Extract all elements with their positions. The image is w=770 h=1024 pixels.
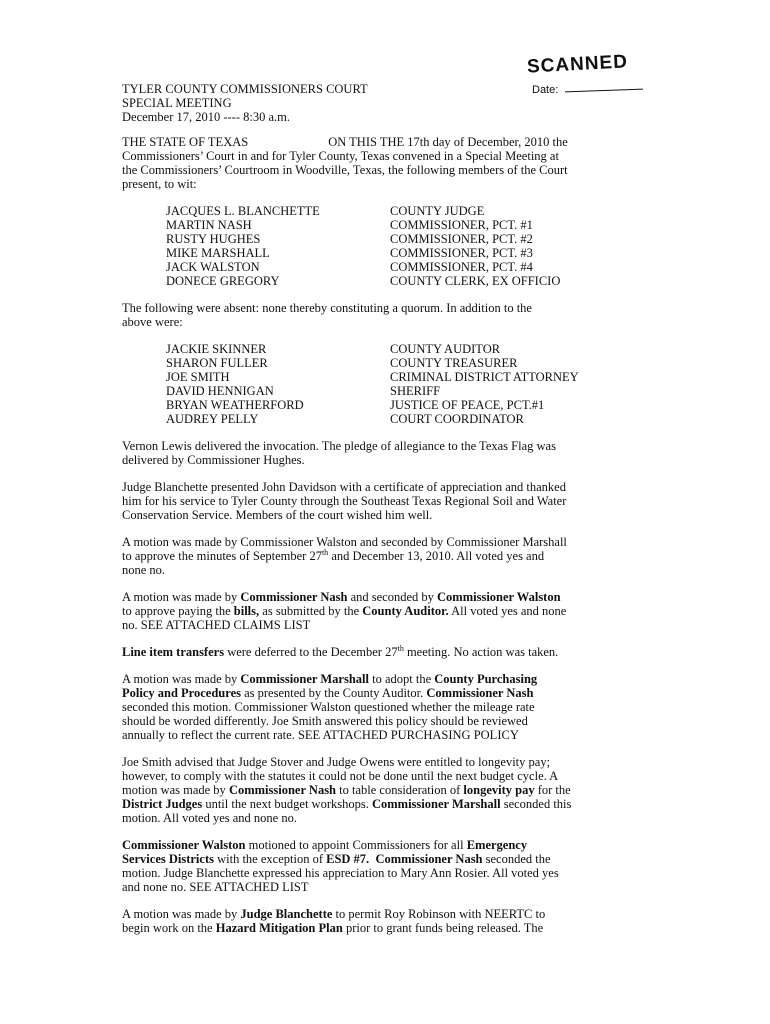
document-body xyxy=(122,135,662,948)
intro-date-text: ON THIS THE 17th day of December, 2010 the xyxy=(328,135,568,149)
esd-bold: Commissioner Nash xyxy=(375,852,483,866)
bills-text: All voted yes and none xyxy=(448,604,567,618)
absent-line-1: The following were absent: none thereby constituting a quorum. In addition to the xyxy=(122,301,532,315)
official-title: JUSTICE OF PEACE, PCT.#1 xyxy=(390,398,545,412)
hazard-line-2 xyxy=(122,921,662,935)
minutes-line-2 xyxy=(122,549,662,563)
minutes-paragraph xyxy=(122,535,662,577)
esd-line-4: and none no. SEE ATTACHED LIST xyxy=(122,880,309,894)
member-name: MIKE MARSHALL xyxy=(166,246,270,260)
official-name: BRYAN WEATHERFORD xyxy=(166,398,304,412)
intro-line-2: Commissioners’ Court in and for Tyler County, Texas convened in a Special Meeting at xyxy=(122,149,559,163)
davidson-line-3: Conservation Service. Members of the court wished him well. xyxy=(122,508,433,522)
intro-line-4: present, to wit: xyxy=(122,177,197,191)
transfers-paragraph xyxy=(122,645,662,659)
member-title: COMMISSIONER, PCT. #3 xyxy=(390,246,533,260)
bills-text: as submitted by the xyxy=(259,604,363,618)
bills-bold: Commissioner Walston xyxy=(437,590,561,604)
longevity-text: for the xyxy=(534,783,571,797)
purchasing-line-1 xyxy=(122,672,662,686)
stamp-date-label: Date: xyxy=(532,84,559,96)
bills-line-2 xyxy=(122,604,662,618)
member-title: COUNTY JUDGE xyxy=(390,204,485,218)
header-court: TYLER COUNTY COMMISSIONERS COURT xyxy=(122,82,368,96)
bills-text: A motion was made by xyxy=(122,590,241,604)
esd-text: seconded the xyxy=(482,852,551,866)
hazard-bold: Hazard Mitigation Plan xyxy=(215,921,343,935)
member-title: COMMISSIONER, PCT. #4 xyxy=(390,260,533,274)
hazard-paragraph xyxy=(122,907,662,935)
bills-paragraph xyxy=(122,590,662,632)
minutes-text: to approve the minutes of September 27 xyxy=(122,549,322,563)
table-row xyxy=(166,204,560,218)
esd-bold: Commissioner Walston xyxy=(122,838,246,852)
absent-line-2: above were: xyxy=(122,315,183,329)
intro-line-3: the Commissioners’ Courtroom in Woodville, Texas, the following members of the Court xyxy=(122,163,568,177)
transfers-line xyxy=(122,645,662,659)
table-row xyxy=(166,260,560,274)
table-row xyxy=(166,412,579,426)
esd-paragraph xyxy=(122,838,662,894)
member-name: RUSTY HUGHES xyxy=(166,232,261,246)
esd-line-3: motion. Judge Blanchette expressed his appreciation to Mary Ann Rosier. All voted yes xyxy=(122,866,559,880)
hazard-line-1 xyxy=(122,907,662,921)
esd-line-1 xyxy=(122,838,662,852)
longevity-bold: District Judges xyxy=(122,797,203,811)
purchasing-line-3: seconded this motion. Commissioner Walston questioned whether the mileage rate xyxy=(122,700,535,714)
member-name: JACQUES L. BLANCHETTE xyxy=(166,204,320,218)
purchasing-text: to adopt the xyxy=(368,672,435,686)
state-heading: THE STATE OF TEXAS xyxy=(122,135,249,149)
longevity-bold: Commissioner Nash xyxy=(228,783,337,797)
purchasing-line-2 xyxy=(122,686,662,700)
bills-bold: Commissioner Nash xyxy=(240,590,348,604)
esd-bold: Services Districts xyxy=(122,852,214,866)
ordinal-suffix: th xyxy=(397,643,404,653)
bills-line-1 xyxy=(122,590,662,604)
transfers-bold: Line item transfers xyxy=(122,645,225,659)
bills-text: to approve paying the xyxy=(122,604,234,618)
member-title: COMMISSIONER, PCT. #2 xyxy=(390,232,533,246)
davidson-line-1: Judge Blanchette presented John Davidson with a certificate of appreciation and thanked xyxy=(122,480,566,494)
table-row xyxy=(166,232,560,246)
header-date-time: December 17, 2010 ---- 8:30 a.m. xyxy=(122,110,290,124)
minutes-line-3: none no. xyxy=(122,563,166,577)
intro-line-1 xyxy=(122,135,662,149)
hazard-text: prior to grant funds being released. The xyxy=(342,921,544,935)
table-row xyxy=(166,342,579,356)
table-row xyxy=(166,356,579,370)
official-name: DAVID HENNIGAN xyxy=(166,384,274,398)
bills-bold: bills, xyxy=(233,604,260,618)
esd-text: motioned to appoint Commissioners for all xyxy=(245,838,467,852)
purchasing-bold: Policy and Procedures xyxy=(122,686,241,700)
table-row xyxy=(166,246,560,260)
longevity-text: until the next budget workshops. xyxy=(202,797,372,811)
official-title: COUNTY TREASURER xyxy=(390,356,518,370)
member-name: JACK WALSTON xyxy=(166,260,260,274)
bills-text: and seconded by xyxy=(347,590,438,604)
longevity-line-4 xyxy=(122,797,662,811)
document-header xyxy=(122,82,368,124)
longevity-line-3 xyxy=(122,783,662,797)
table-row xyxy=(166,370,579,384)
members-present-table xyxy=(166,204,560,288)
member-title: COUNTY CLERK, EX OFFICIO xyxy=(390,274,561,288)
hazard-bold: Judge Blanchette xyxy=(240,907,333,921)
longevity-bold: longevity pay xyxy=(463,783,535,797)
table-row xyxy=(166,398,579,412)
purchasing-bold: Commissioner Marshall xyxy=(240,672,369,686)
esd-text: with the exception of xyxy=(213,852,327,866)
davidson-line-2: him for his service to Tyler County through the Southeast Texas Regional Soil and Water xyxy=(122,494,567,508)
purchasing-paragraph xyxy=(122,672,662,742)
esd-bold: Emergency xyxy=(466,838,528,852)
absent-paragraph xyxy=(122,301,662,329)
davidson-paragraph xyxy=(122,480,662,522)
longevity-text: motion was made by xyxy=(122,783,229,797)
hazard-text: begin work on the xyxy=(122,921,216,935)
official-title: COURT COORDINATOR xyxy=(390,412,524,426)
header-meeting-type: SPECIAL MEETING xyxy=(122,96,232,110)
table-row xyxy=(166,218,560,232)
invocation-line-1: Vernon Lewis delivered the invocation. The pledge of allegiance to the Texas Flag was xyxy=(122,439,556,453)
purchasing-line-5: annually to reflect the current rate. SEE ATTACHED PURCHASING POLICY xyxy=(122,728,519,742)
official-title: COUNTY AUDITOR xyxy=(390,342,501,356)
member-name: MARTIN NASH xyxy=(166,218,252,232)
purchasing-bold: Commissioner Nash xyxy=(426,686,534,700)
scanned-stamp: SCANNED xyxy=(526,51,629,78)
invocation-line-2: delivered by Commissioner Hughes. xyxy=(122,453,305,467)
official-name: SHARON FULLER xyxy=(166,356,268,370)
longevity-line-1: Joe Smith advised that Judge Stover and Judge Owens were entitled to longevity pay; xyxy=(122,755,551,769)
longevity-text: to table consideration of xyxy=(336,783,464,797)
longevity-text: seconded this xyxy=(500,797,572,811)
purchasing-text: as presented by the County Auditor. xyxy=(240,686,427,700)
official-title: CRIMINAL DISTRICT ATTORNEY xyxy=(390,370,579,384)
ordinal-suffix: th xyxy=(321,547,329,557)
official-name: JOE SMITH xyxy=(166,370,230,384)
official-title: SHERIFF xyxy=(390,384,441,398)
esd-line-2 xyxy=(122,852,662,866)
hazard-text: to permit Roy Robinson with NEERTC to xyxy=(332,907,546,921)
table-row xyxy=(166,274,560,288)
longevity-paragraph xyxy=(122,755,662,825)
purchasing-text: A motion was made by xyxy=(122,672,241,686)
transfers-text: meeting. No action was taken. xyxy=(403,645,559,659)
minutes-line-1: A motion was made by Commissioner Walston and seconded by Commissioner Marshall xyxy=(122,535,567,549)
table-row xyxy=(166,384,579,398)
minutes-text: and December 13, 2010. All voted yes and xyxy=(328,549,545,563)
member-name: DONECE GREGORY xyxy=(166,274,280,288)
esd-bold: ESD #7. xyxy=(326,852,370,866)
purchasing-line-4: should be worded differently. Joe Smith answered this policy should be reviewed xyxy=(122,714,528,728)
member-title: COMMISSIONER, PCT. #1 xyxy=(390,218,533,232)
transfers-text: were deferred to the December 27 xyxy=(224,645,398,659)
official-name: JACKIE SKINNER xyxy=(166,342,267,356)
bills-line-3: no. SEE ATTACHED CLAIMS LIST xyxy=(122,618,311,632)
hazard-text: A motion was made by xyxy=(122,907,241,921)
others-present-table xyxy=(166,342,579,426)
intro-paragraph xyxy=(122,135,662,191)
purchasing-bold: County Purchasing xyxy=(434,672,538,686)
longevity-line-2: however, to comply with the statutes it could not be done until the next budget cycle. A xyxy=(122,769,559,783)
longevity-bold: Commissioner Marshall xyxy=(371,797,501,811)
invocation-paragraph xyxy=(122,439,662,467)
bills-bold: County Auditor. xyxy=(362,604,449,618)
official-name: AUDREY PELLY xyxy=(166,412,259,426)
longevity-line-5: motion. All voted yes and none no. xyxy=(122,811,297,825)
stamp-date-line xyxy=(565,89,643,93)
